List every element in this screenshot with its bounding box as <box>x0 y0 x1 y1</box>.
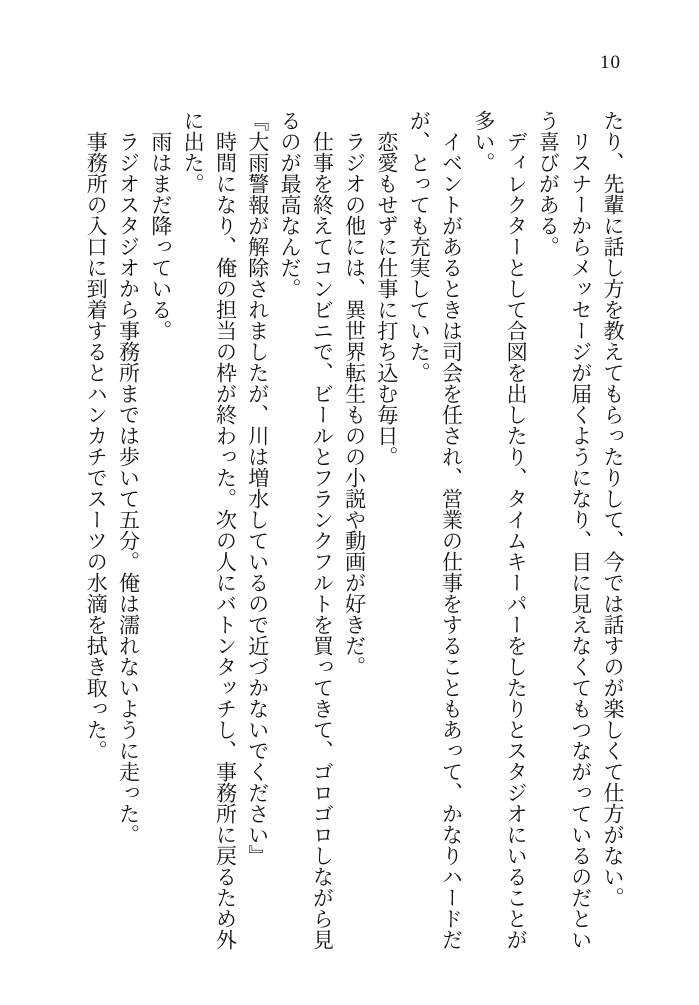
text-line: 雨はまだ降っている。 <box>148 131 173 341</box>
text-line: 事務所の入口に到着するとハンカチでスーツの水滴を拭き取った。 <box>84 131 109 761</box>
text-line: に出た。 <box>181 110 206 194</box>
text-line: が、とっても充実していた。 <box>407 110 432 383</box>
text-line: 多い。 <box>471 110 496 173</box>
text-line: リスナーからメッセージが届くようになり、目に見えなくてもつながっているのだとい <box>568 131 593 950</box>
page-number: 10 <box>600 52 621 73</box>
text-line: 『大雨警報が解除されましたが、川は増水しているので近づかないでください』 <box>245 110 270 866</box>
text-line: ディレクターとして合図を出したり、タイムキーパーをしたりとスタジオにいることが <box>504 131 529 950</box>
text-line: 恋愛もせずに仕事に打ち込む毎日。 <box>374 131 399 467</box>
text-line: う喜びがある。 <box>536 110 561 257</box>
text-line: 仕事を終えてコンビニで、ビールとフランクフルトを買ってきて、ゴロゴロしながら見 <box>310 131 335 950</box>
text-line: ラジオスタジオから事務所までは歩いて五分。俺は濡れないように走った。 <box>116 131 141 845</box>
text-line: たり、先輩に話し方を教えてもらったりして、今では話すのが楽しくて仕方がない。 <box>601 110 625 908</box>
text-line: イベントがあるときは司会を任され、営業の仕事をすることもあって、かなりハードだ <box>439 131 464 950</box>
text-line: るのが最高なんだ。 <box>278 110 303 299</box>
text-line: ラジオの他には、異世界転生ものの小説や動画が好きだ。 <box>342 131 367 677</box>
vertical-text-block <box>80 110 629 982</box>
text-line: 時間になり、俺の担当の枠が終わった。次の人にバトンタッチし、事務所に戻るため外 <box>213 131 238 950</box>
